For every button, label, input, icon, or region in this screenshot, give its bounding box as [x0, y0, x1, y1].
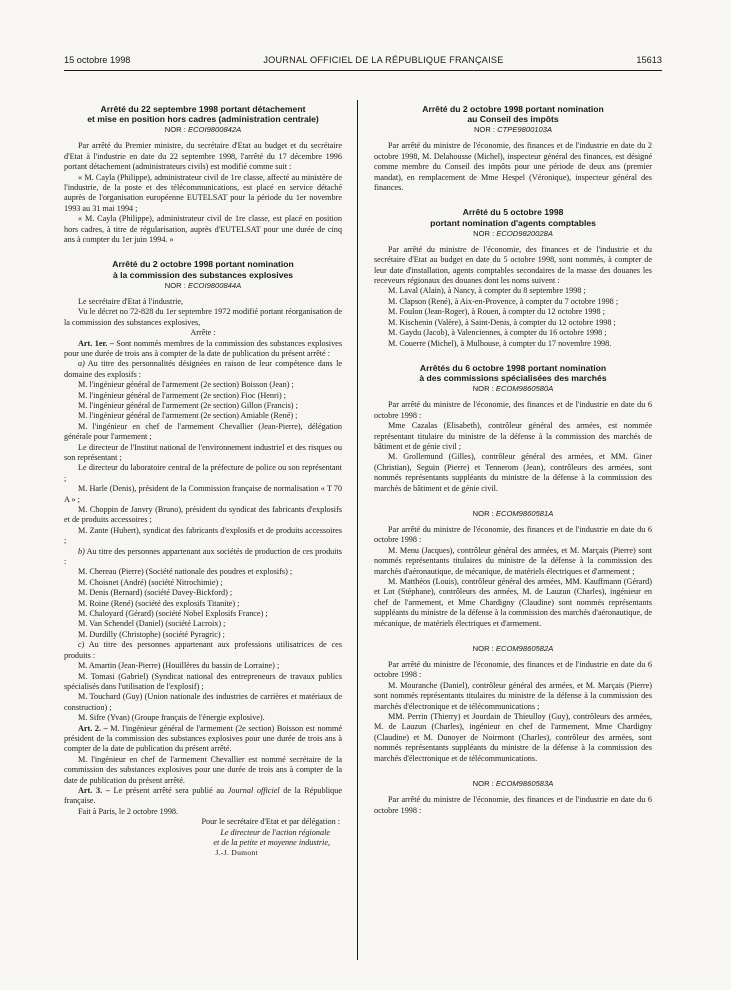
paragraph: Par arrêté du ministre de l'économie, des finances et de l'industrie en date du 6 octobre 1998 :	[374, 660, 652, 680]
decree-title-line: au Conseil des impôts	[467, 114, 559, 125]
decree-title-line: portant nomination d'agents comptables	[430, 217, 596, 228]
article-2	[64, 724, 342, 755]
paragraph: M. Menu (Jacques), contrôleur général des armées, et M. Marçais (Pierre) sont nommés représentants titulaires du ministre de la défense à la commission des marchés d'aéronautique, de mécanique, de matériels électriques et d'armement ;	[374, 545, 652, 576]
list-item: M. Kischenin (Valère), à Saint-Denis, à compter du 12 octobre 1998 ;	[388, 317, 616, 327]
list-item: M. l'ingénieur en chef de l'armement Chevallier (Jean-Pierre), délégation générale pour l'armement ;	[64, 421, 342, 442]
decree-marches-electronique	[374, 644, 652, 764]
subsection-label: c)	[78, 640, 85, 650]
paragraph: Par arrêté du ministre de l'économie, des finances et de l'industrie en date du 6 octobre 1998 :	[374, 400, 652, 420]
page-header	[64, 52, 662, 68]
nor-code: ECOM9860580A	[495, 384, 554, 394]
paragraph: Par arrêté du ministre de l'économie, des finances et de l'industrie et du secrétaire d'Etat au budget en date du 5 octobre 1998, sont nommés, à compter de leur date d'installation, agents comptables secondaires de la masse des douanes les receveurs régionaux des douanes dont les noms suivent :	[374, 244, 652, 286]
subsection-c	[64, 640, 342, 661]
list-item: M. Sifre (Yvan) (Groupe français de l'énergie explosive).	[78, 713, 265, 723]
nor-code: CTPE9800103A	[497, 125, 553, 135]
decree-title	[64, 259, 342, 279]
nor-code: ECOM9860582A	[495, 644, 554, 654]
subsection-text: Au titre des personnalités désignées en raison de leur compétence dans le domaine des explosifs :	[64, 359, 342, 379]
header-title: JOURNAL OFFICIEL DE LA RÉPUBLIQUE FRANÇAISE	[263, 55, 504, 65]
column-divider	[357, 100, 358, 960]
nor-reference	[64, 281, 342, 291]
header-rule	[64, 70, 662, 71]
signature-title: Le directeur de l'action régionale	[220, 827, 330, 837]
nor-label: NOR :	[164, 280, 188, 290]
decree-detachement	[64, 104, 342, 245]
decree-marches-aeronautique	[374, 509, 652, 629]
subsection-text: Au titre des personnes appartenant aux sociétés de production de ces produits :	[64, 546, 342, 567]
paragraph: Par arrêté du Premier ministre, du secrétaire d'Etat au budget et du secrétaire d'Etat à l'industrie en date du 22 septembre 1998, l'arrêté du 17 décembre 1996 portant détachement (administrateurs civils) est modifié comme suit :	[64, 141, 342, 172]
left-column	[64, 104, 342, 859]
paragraph: M. l'ingénieur en chef de l'armement Chevallier est nommé secrétaire de la commission des substances explosives pour une durée de trois ans à compter de la date de publication du présent arrêté.	[64, 754, 342, 785]
nor-label: NOR :	[473, 125, 498, 135]
article-1	[64, 339, 342, 360]
decree-commission-explosives	[64, 259, 342, 858]
right-column	[374, 104, 652, 816]
nor-label: NOR :	[472, 384, 496, 394]
subsection-label: a)	[78, 359, 85, 369]
nor-reference	[374, 125, 652, 135]
nor-reference	[374, 229, 652, 239]
nor-code: ECOD9820028A	[496, 228, 553, 238]
nor-code: ECOI9800842A	[188, 125, 242, 135]
nor-code: ECOM9860581A	[495, 508, 554, 518]
nor-reference	[374, 384, 652, 394]
decree-title-line: et mise en position hors cadres (administration centrale)	[87, 114, 319, 125]
subsection-text: Au titre des personnes appartenant aux professions utilisatrices de ces produits :	[64, 640, 342, 660]
nor-code: ECOM9860583A	[495, 779, 554, 789]
decree-title-line: Arrêté du 2 octobre 1998 portant nomination	[422, 104, 604, 114]
list-item: M. Tomasi (Gabriel) (Syndicat national des entrepreneurs de travaux publics spécialisés dans l'utilisation de l'explosif) ;	[64, 671, 342, 691]
subsection-b	[64, 547, 342, 568]
nor-code: ECOI9800844A	[188, 280, 242, 290]
list-item: M. Chaloyard (Gérard) (société Nobel Explosifs France) ;	[78, 609, 268, 619]
article-text: Sont nommés membres de la commission des substances explosives pour une durée de trois ans à compter de la date de publication du présent arrêté :	[64, 338, 342, 358]
list-item: M. Harle (Denis), président de la Commission française de normalisation « T 70 A » ;	[64, 484, 342, 504]
article-text: de la République française.	[64, 785, 342, 806]
paragraph: MM. Perrin (Thierry) et Jourdain de Thieulloy (Guy), contrôleurs des armées, M. de Lauzun (Charles), ingénieur en chef de l'armement, Mme Chardigny (Claudine) et M. Dunoyer de Noirmont (Charles), contrôleur des armées, sont nommés représentants suppléants du ministre de la défense à la commission des marchés d'électronique et de télécommunications.	[374, 712, 652, 763]
nor-label: NOR :	[472, 644, 496, 654]
signature-title: et de la petite et moyenne industrie,	[213, 838, 330, 847]
article-text: Le présent arrêté sera publié au	[109, 785, 228, 795]
paragraph: M. Mouranche (Daniel), contrôleur général des armées, et M. Marçais (Pierre) sont nommés représentants titulaires du ministre de la défense à la commission des marchés d'électronique et de télécommunications ;	[374, 680, 652, 711]
decree-title	[374, 207, 652, 227]
list-item: M. Chereau (Pierre) (Société nationale des poudres et explosifs) ;	[78, 567, 293, 577]
decree-title-line: Arrêtés du 6 octobre 1998 portant nomination	[419, 362, 607, 373]
list-item: M. Van Schendel (Daniel) (société Lacroix) ;	[78, 619, 226, 629]
nor-label: NOR :	[473, 228, 497, 238]
decree-title	[374, 363, 652, 383]
nor-label: NOR :	[472, 508, 496, 518]
decree-title	[374, 104, 652, 124]
paragraph: Par arrêté du ministre de l'économie, des finances et de l'industrie en date du 6 octobre 1998 :	[374, 524, 652, 545]
date-line: Fait à Paris, le 2 octobre 1998.	[78, 806, 179, 816]
decree-title-line: à des commissions spécialisées des marchés	[419, 373, 607, 384]
decree-marches-suite	[374, 779, 652, 816]
nor-label: NOR :	[164, 125, 188, 135]
list-item: Le directeur de l'Institut national de l'environnement industriel et des risques ou son représentant ;	[64, 442, 342, 462]
list-item: Le directeur du laboratoire central de la préfecture de police ou son représentant ;	[64, 463, 342, 483]
list-item: M. Amartin (Jean-Pierre) (Houillères du bassin de Lorraine) ;	[78, 661, 280, 671]
article-text: M. l'ingénieur général de l'armement (2e section) Boisson est nommé président de la commission des substances explosives pour une durée de trois ans à compter de la date de publication du présent arrêté.	[64, 723, 342, 754]
list-item: M. Roine (René) (société des explosifs Titanite) ;	[78, 598, 240, 608]
signature-delegation: Pour le secrétaire d'Etat et par délégation :	[201, 817, 340, 827]
arrete-heading: Arrête :	[190, 328, 216, 338]
header-date: 15 octobre 1998	[64, 55, 131, 65]
list-item: M. Touchard (Guy) (Union nationale des industries de carrières et matériaux de construction) ;	[64, 692, 342, 712]
nor-reference	[64, 125, 342, 135]
list-item: M. l'ingénieur général de l'armement (2e section) Gillon (Francis) ;	[78, 400, 298, 410]
article-label: Art. 3. –	[78, 785, 110, 795]
list-item: M. l'ingénieur général de l'armement (2e section) Boisson (Jean) ;	[78, 380, 294, 390]
article-label: Art. 1er. –	[78, 338, 114, 348]
article-3	[64, 786, 342, 807]
subsection-a	[64, 359, 342, 380]
list-item: M. l'ingénieur général de l'armement (2e section) Amiable (René) ;	[78, 411, 298, 421]
nor-label: NOR :	[472, 779, 496, 789]
list-item: M. Clapson (René), à Aix-en-Provence, à compter du 7 octobre 1998 ;	[388, 296, 619, 306]
decree-title-line: Arrêté du 22 septembre 1998 portant détachement	[100, 104, 306, 114]
header-page-number: 15613	[636, 55, 662, 65]
decree-conseil-impots	[374, 104, 652, 193]
journal-name: Journal officiel	[227, 785, 280, 795]
list-item: M. l'ingénieur général de l'armement (2e section) Fioc (Henri) ;	[78, 390, 287, 400]
list-item: M. Zante (Hubert), syndicat des fabricants d'explosifs et de produits accessoires ;	[64, 525, 342, 546]
list-item: M. Durdilly (Christophe) (société Pyragric) ;	[78, 629, 225, 639]
paragraph: Vu le décret no 72-828 du 1er septembre 1972 modifié portant réorganisation de la commission des substances explosives,	[64, 307, 342, 327]
subsection-label: b)	[78, 546, 85, 556]
decree-title	[64, 104, 342, 124]
paragraph: « M. Cayla (Philippe), administrateur civil de 1re classe, est placé en position hors cadres, à titre de régularisation, auprès d'EUTELSAT pour une durée de cinq ans à compter du 1er juin 1994. »	[64, 214, 342, 245]
paragraph: Le secrétaire d'Etat à l'industrie,	[78, 296, 184, 306]
list-item: M. Couerre (Michel), à Mulhouse, à compter du 17 novembre 1998.	[388, 338, 612, 348]
decree-title-line: à la commission des substances explosives	[112, 269, 294, 280]
list-item: M. Laval (Alain), à Nancy, à compter du 8 septembre 1998 ;	[388, 286, 586, 296]
decree-title-line: Arrêté du 2 octobre 1998 portant nomination	[112, 259, 294, 270]
paragraph: Mme Cazalas (Elisabeth), contrôleur général des armées, est nommée représentant titulaire du ministre de la défense à la commission des marchés de bâtiment et de génie civil ;	[374, 421, 652, 451]
paragraph: Par arrêté du ministre de l'économie, des finances et de l'industrie en date du 6 octobre 1998 :	[374, 795, 652, 815]
list-item: M. Gaydu (Jacob), à Valenciennes, à compter du 16 octobre 1998 ;	[388, 328, 607, 338]
decree-commissions-marches	[374, 363, 652, 494]
list-item: M. Foulon (Jean-Roger), à Rouen, à compter du 12 octobre 1998 ;	[388, 307, 605, 317]
nor-reference	[374, 779, 652, 789]
nor-reference	[374, 644, 652, 654]
paragraph: Par arrêté du ministre de l'économie, des finances et de l'industrie en date du 2 octobre 1998, M. Delahousse (Michel), inspecteur général des finances, est désigné comme membre du Conseil des impôts pour une période de deux ans (premier mandat), en remplacement de Mme Hespel (Véronique), inspecteur général des finances.	[374, 141, 652, 193]
list-item: M. Denis (Bernard) (société Davey-Bickford) ;	[78, 588, 233, 598]
list-item: M. Choisnet (André) (société Nitrochimie) ;	[78, 577, 223, 587]
paragraph: « M. Cayla (Philippe), administrateur civil de 1re classe, affecté au ministère de l'industrie, de la poste et des télécommunications, est placé en service détaché auprès de l'organisation européenne EUTELSAT pour la période du 1er novembre 1993 au 31 mai 1994 ;	[64, 172, 342, 213]
article-label: Art. 2. –	[78, 723, 108, 733]
signature-name: J.-J. Dumont	[215, 848, 258, 858]
paragraph: M. Grollemund (Gilles), contrôleur général des armées, et MM. Giner (Christian), Seguin (Pierre) et Tennerom (Jean), contrôleurs des armées, sont nommés représentants suppléants du ministre de la défense à la commission des marchés de bâtiment et de génie civil.	[374, 452, 652, 493]
decree-title-line: Arrêté du 5 octobre 1998	[462, 207, 564, 218]
decree-agents-comptables	[374, 207, 652, 348]
list-item: M. Choppin de Janvry (Bruno), président du syndicat des fabricants d'explosifs et de produits accessoires ;	[64, 505, 342, 525]
paragraph: M. Matthéos (Louis), contrôleur général des armées, MM. Kauffmann (Gérard) et Lot (Stéphane), contrôleurs des armées, M. de Lauzun (Charles), ingénieur en chef de l'armement, et Mme Chardigny (Claudine) sont nommés représentants suppléants du ministre de la défense à la commission des marchés d'aéronautique, de mécanique, de matériels électriques et d'armement.	[374, 577, 652, 628]
nor-reference	[374, 509, 652, 519]
